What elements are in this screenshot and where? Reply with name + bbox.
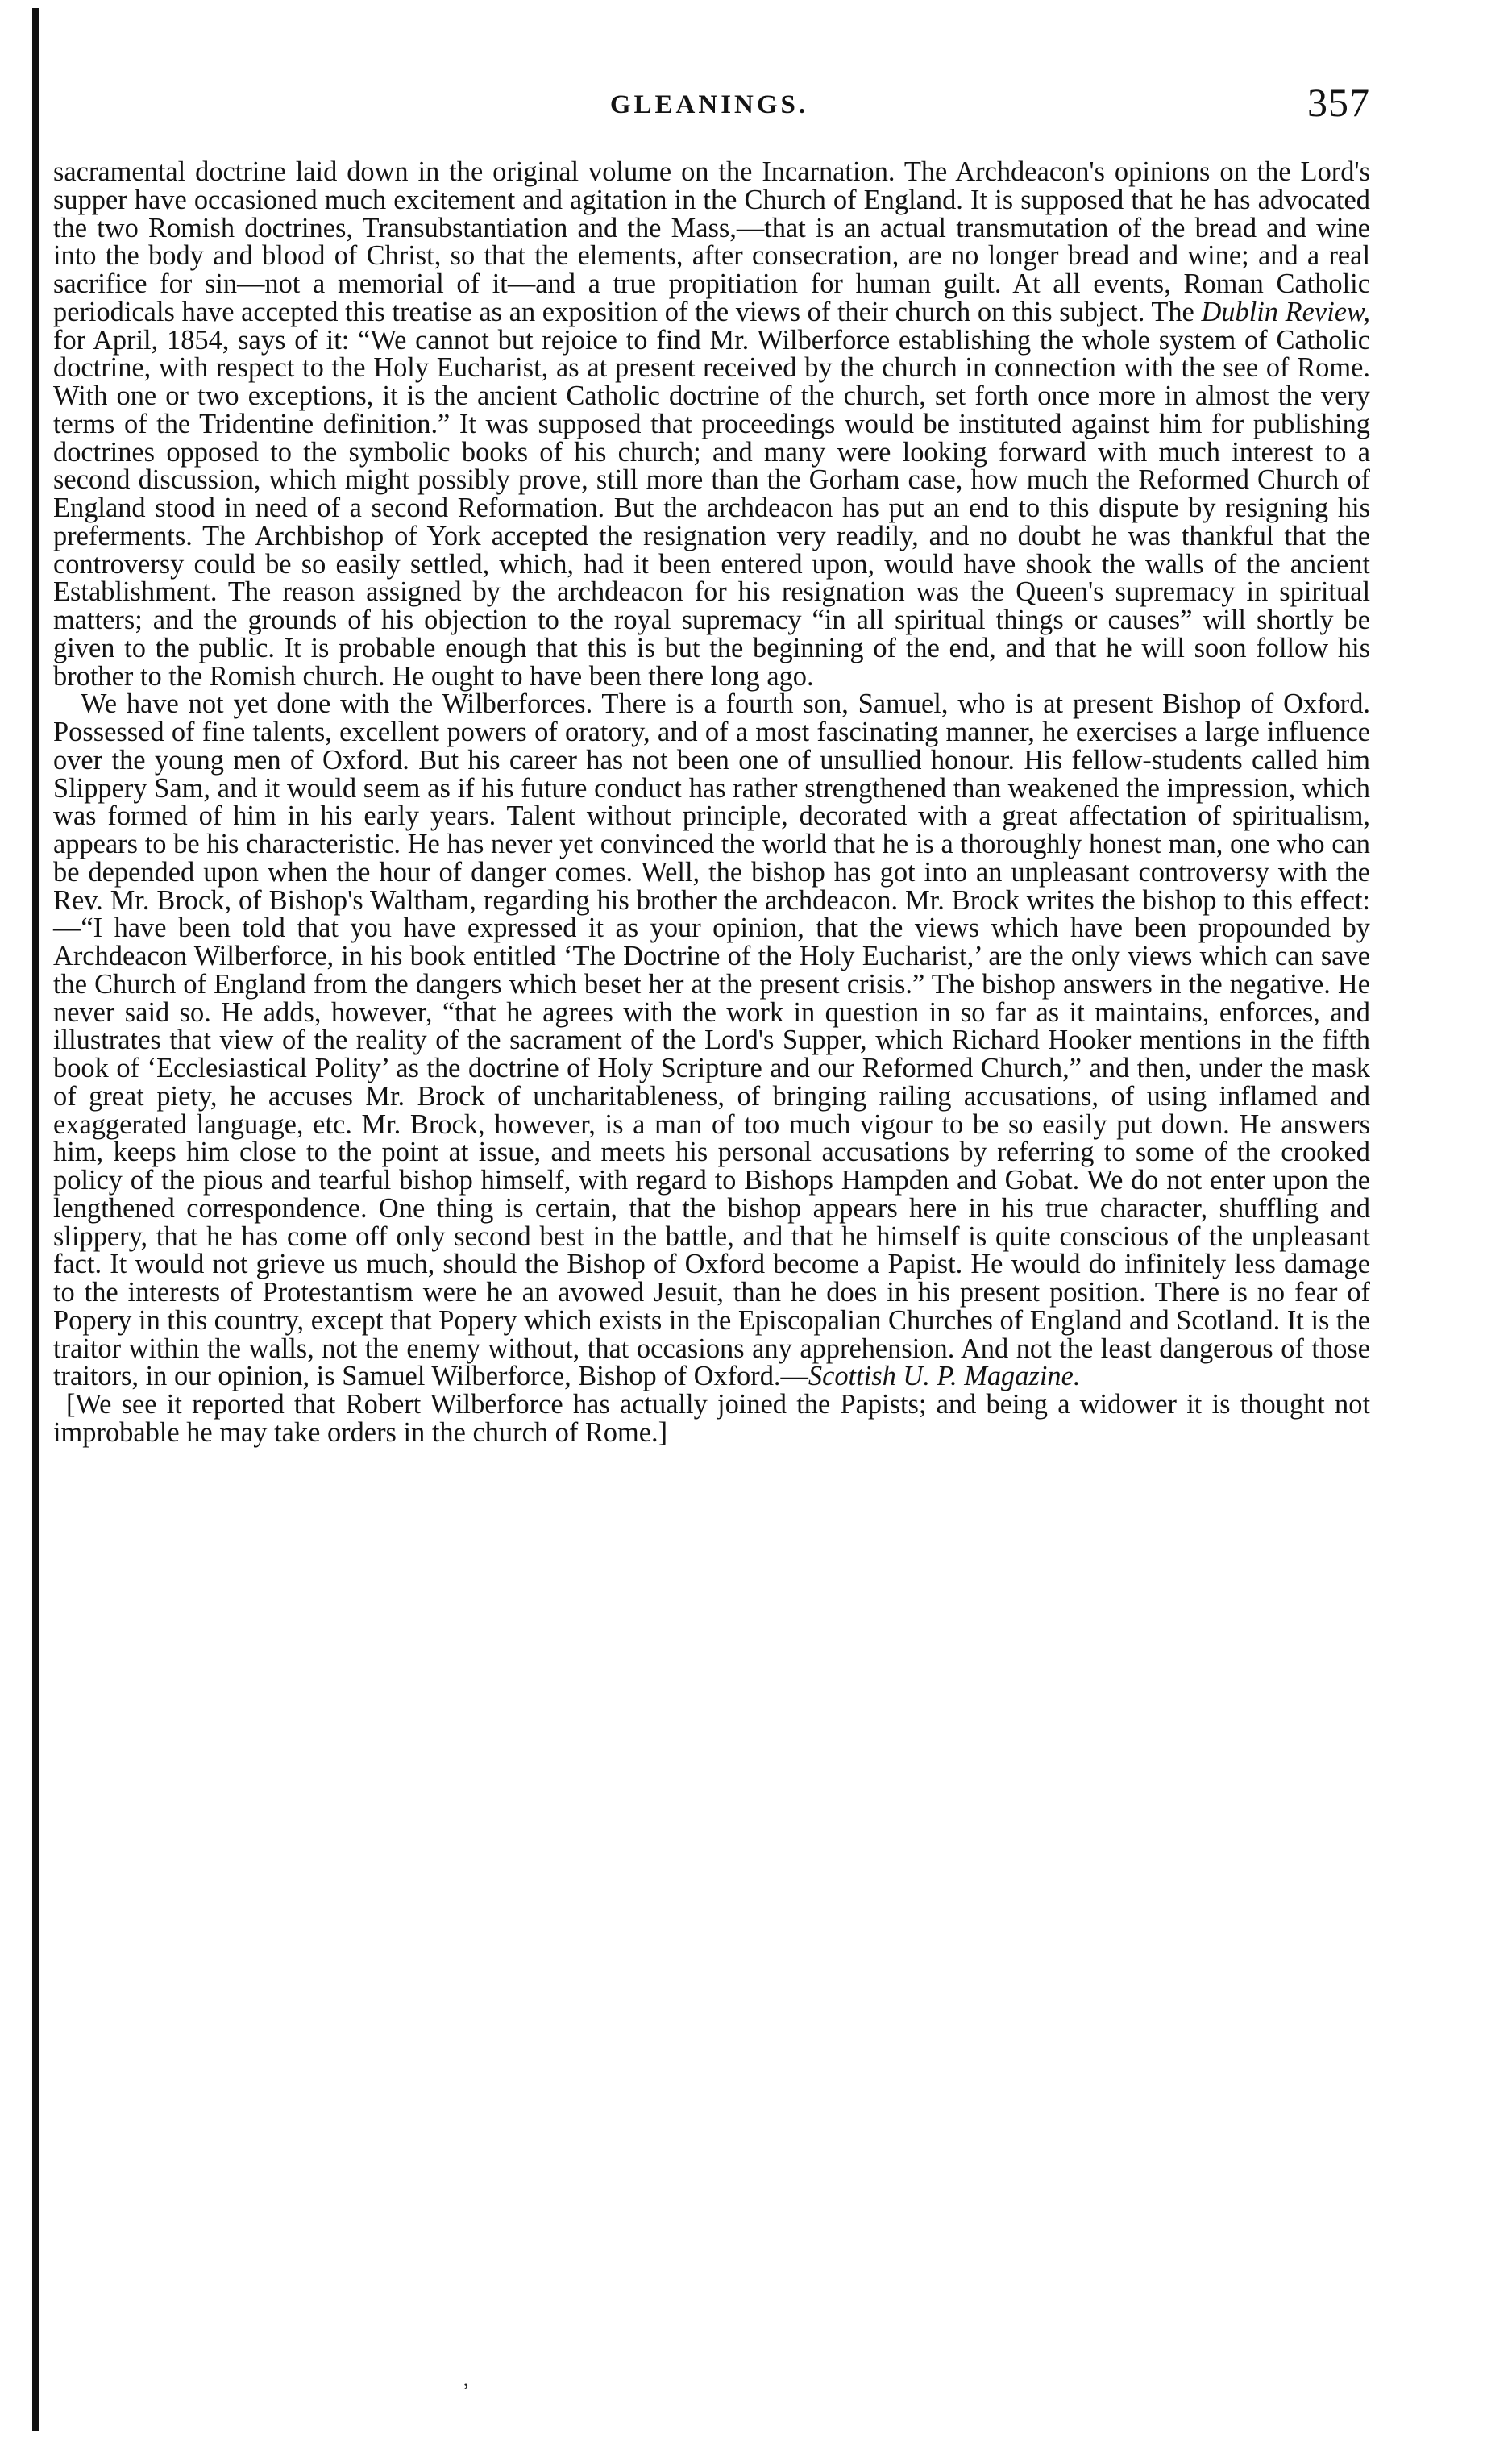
- italic-source-citation: Scottish U. P. Magazine.: [808, 1361, 1081, 1392]
- page-number: 357: [1307, 80, 1370, 125]
- page-left-rule: [32, 8, 39, 2431]
- stray-print-mark: ’: [462, 2378, 470, 2405]
- text-segment: [We see it reported that Robert Wilberforce has actually joined the Papists; and being a widower it is thought not improbable he may take orders in the church of Rome.]: [53, 1389, 1370, 1448]
- running-head: [48, 79, 1370, 135]
- text-segment: sacramental doctrine laid down in the original volume on the Incarnation. The Archdeacon's opinions on the Lord's supper have occasioned much excitement and agitation in the Church of England. It is supposed that he has advocated the two Romish doctrines, Transubstantiation and the Mass,—that is an actual transmutation of the bread and wine into the body and blood of Christ, so that the elements, after consecration, are no longer bread and wine; and a real sacrifice for sin—not a memorial of it—and a true propitiation for human guilt. At all events, Roman Catholic periodicals have accepted this treatise as an exposition of the views of their church on this subject. The: [53, 156, 1370, 327]
- running-title: GLEANINGS.: [609, 90, 809, 119]
- paragraph-editorial-note: [53, 1391, 1370, 1447]
- body-text: [53, 158, 1370, 1447]
- italic-title-dublin-review: Dublin Review,: [1201, 296, 1371, 327]
- text-segment: We have not yet done with the Wilberforces. There is a fourth son, Samuel, who is at present Bishop of Oxford. Possessed of fine talents, excellent powers of oratory, and of a most fascinating manner, he exercises a large influence over the young men of Oxford. But his career has not been one of unsullied honour. His fellow-students called him Slippery Sam, and it would seem as if his future conduct has rather strengthened than weakened the impression, which was formed of him in his early years. Talent without principle, decorated with a great affectation of spiritualism, appears to be his characteristic. He has never yet convinced the world that he is a thoroughly honest man, one who can be depended upon when the hour of danger comes. Well, the bishop has got into an unpleasant controversy with the Rev. Mr. Brock, of Bishop's Waltham, regarding his brother the archdeacon. Mr. Brock writes the bishop to this effect:—“I have been told that you have expressed it as your opinion, that the views which have been propounded by Archdeacon Wilberforce, in his book entitled ‘The Doctrine of the Holy Eucharist,’ are the only views which can save the Church of England from the dangers which beset her at the present crisis.” The bishop answers in the negative. He never said so. He adds, however, “that he agrees with the work in question in so far as it maintains, enforces, and illustrates that view of the reality of the sacrament of the Lord's Supper, which Richard Hooker mentions in the fifth book of ‘Ecclesiastical Polity’ as the doctrine of Holy Scripture and our Reformed Church,” and then, under the mask of great piety, he accuses Mr. Brock of uncharitableness, of bringing railing accusations, of using inflamed and exaggerated language, etc. Mr. Brock, however, is a man of too much vigour to be so easily put down. He answers him, keeps him close to the point at issue, and meets his personal accusations by referring to some of the crooked policy of the pious and tearful bishop himself, with regard to Bishops Hampden and Gobat. We do not enter upon the lengthened correspondence. One thing is certain, that the bishop appears here in his true character, shuffling and slippery, that he has come off only second best in the battle, and that he himself is quite conscious of the unpleasant fact. It would not grieve us much, should the Bishop of Oxford become a Papist. He would do infinitely less damage to the interests of Protestantism were he an avowed Jesuit, than he does in his present position. There is no fear of Popery in this country, except that Popery which exists in the Episcopalian Churches of England and Scotland. It is the traitor within the walls, not the enemy without, that occasions any apprehension. And not the least dangerous of those traitors, in our opinion, is Samuel Wilberforce, Bishop of Oxford.—: [53, 688, 1370, 1392]
- paragraph-bishop-of-oxford: [53, 690, 1370, 1391]
- paragraph-archdeacon-doctrine: [53, 158, 1370, 690]
- text-segment: for April, 1854, says of it: “We cannot but rejoice to find Mr. Wilberforce establishing the whole system of Catholic doctrine, with respect to the Holy Eucharist, as at present received by the church in connection with the see of Rome. With one or two exceptions, it is the ancient Catholic doctrine of the church, set forth once more in almost the very terms of the Tridentine definition.” It was supposed that proceedings would be instituted against him for publishing doctrines opposed to the symbolic books of his church; and many were looking forward with much interest to a second discussion, which might possibly prove, still more than the Gorham case, how much the Reformed Church of England stood in need of a second Reformation. But the archdeacon has put an end to this dispute by resigning his preferments. The Archbishop of York accepted the resignation very readily, and no doubt he was thankful that the controversy could be so easily settled, which, had it been entered upon, would have shook the walls of the ancient Establishment. The reason assigned by the archdeacon for his resignation was the Queen's supremacy in spiritual matters; and the grounds of his objection to the royal supremacy “in all spiritual things or causes” will shortly be given to the public. It is probable enough that this is but the beginning of the end, and that he will soon follow his brother to the Romish church. He ought to have been there long ago.: [53, 324, 1370, 692]
